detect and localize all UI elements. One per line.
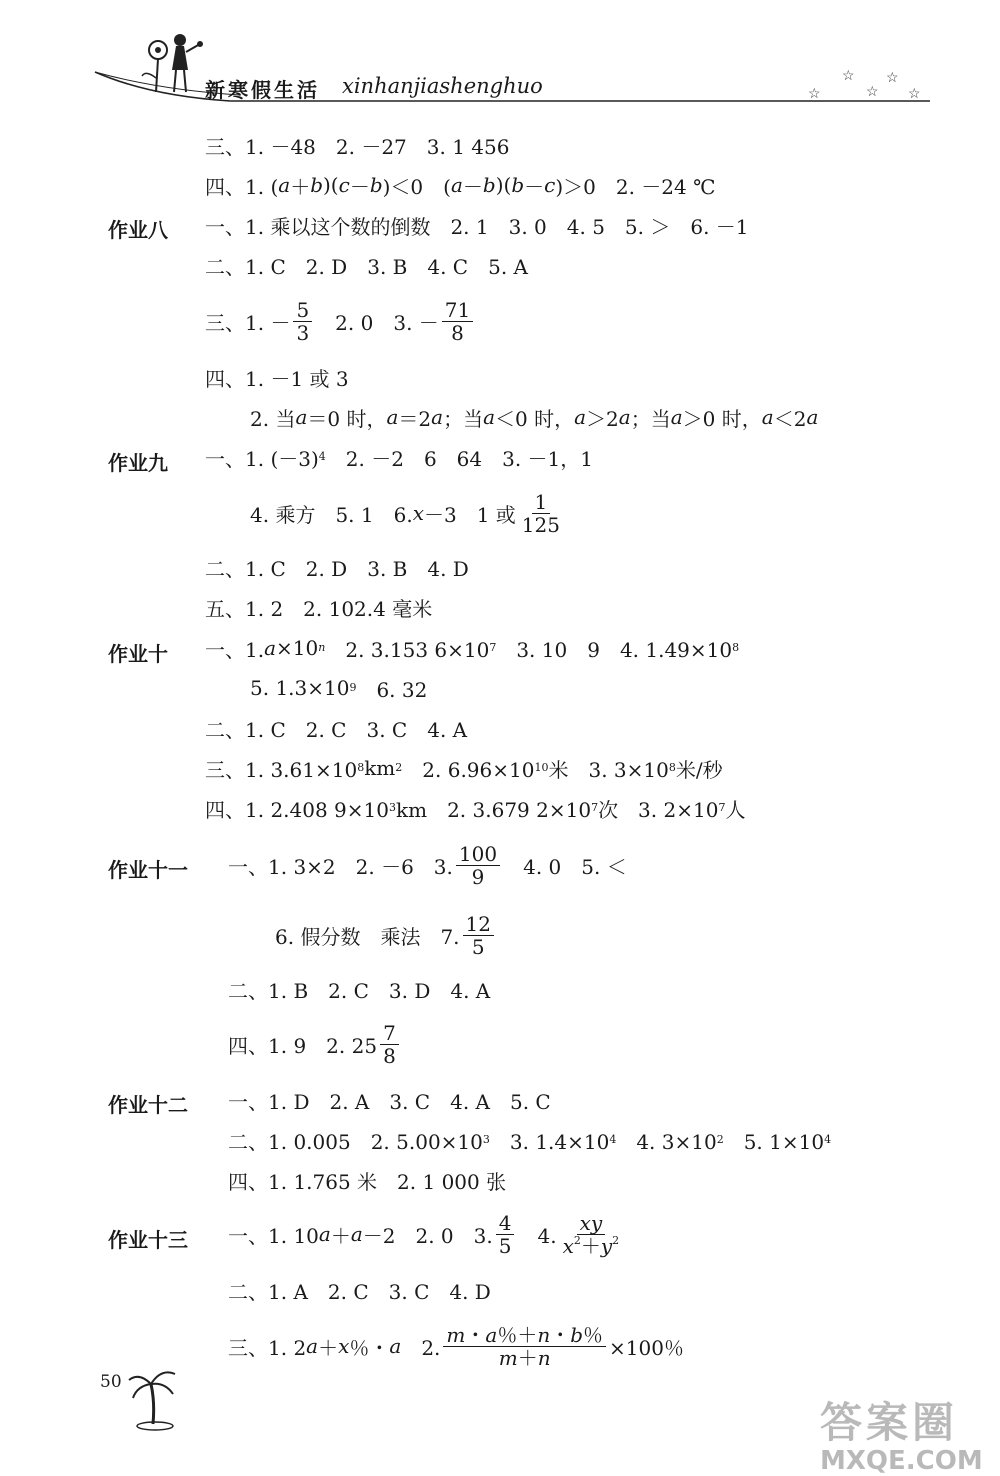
section-label: 作业十三 — [108, 1228, 188, 1252]
text: 5. 1.3×10 — [250, 676, 350, 700]
svg-text:☆: ☆ — [908, 86, 921, 102]
var: a — [806, 405, 819, 429]
text: 3. 10 9 4. 1.49×10 — [496, 637, 733, 662]
var: a — [389, 1334, 402, 1358]
text: ＜2 — [773, 406, 807, 431]
fraction — [456, 843, 500, 888]
answer-line: 三、1. 3.61×10 8 km 2 2. 6.96×10 10 米 3. 3×10 8 米/秒 — [205, 748, 723, 788]
text: km 2. 3.679 2×10 — [395, 797, 592, 822]
text: )＜0 ( — [382, 174, 451, 199]
fraction — [443, 1324, 606, 1369]
var: a — [350, 1222, 363, 1246]
page-number: 50 — [100, 1372, 122, 1392]
var: a — [618, 405, 631, 429]
answer-line — [250, 397, 818, 437]
denominator: 3 — [296, 320, 310, 345]
answer-line — [205, 708, 467, 748]
answer-text: 三、1. －48 2. －27 3. 1 456 — [205, 134, 510, 159]
var: n — [537, 1322, 551, 1347]
answer-text: 四、1. 1.765 米 2. 1 000 张 — [228, 1169, 507, 1194]
fraction — [519, 491, 563, 536]
text: ・ — [465, 1322, 486, 1347]
answer-text: 一、1. D 2. A 3. C 4. A 5. C — [228, 1089, 551, 1114]
var: a — [431, 405, 444, 429]
answer-line — [228, 1270, 491, 1310]
answer-line: 一、1. a ×10 n 2. 3.153 6×10 7 3. 10 9 4. 1.49×10 8 — [205, 628, 739, 668]
answer-line — [205, 165, 716, 205]
section-label: 作业九 — [108, 451, 168, 475]
var: a — [386, 405, 399, 429]
fraction — [380, 1022, 399, 1067]
answer-line — [205, 298, 476, 344]
text: 人 — [725, 797, 746, 822]
text: ＞0 时， — [682, 406, 762, 431]
answer-text: 一、1. 乘以这个数的倒数 2. 1 3. 0 4. 5 5. ＞ 6. －1 — [205, 214, 749, 239]
text: ＋ — [330, 1223, 351, 1248]
var: c — [338, 173, 350, 197]
text: ＋ — [318, 1335, 339, 1360]
header-pinyin: xinhanjiashenghuo — [342, 74, 543, 98]
var: c — [544, 173, 556, 197]
fraction — [560, 1212, 623, 1257]
fraction — [496, 1212, 515, 1257]
answer-line: 四、1. 2.408 9×10 3 km 2. 3.679 2×10 7 次 3. 2×10 7 人 — [205, 788, 745, 828]
denominator: 8 — [383, 1043, 396, 1068]
section-label: 作业十 — [108, 642, 168, 666]
text: 5. 1×10 — [723, 1129, 825, 1154]
fraction — [463, 913, 494, 958]
text: ・ — [550, 1322, 571, 1347]
text: 二、1. 0.005 2. 5.00×10 — [228, 1129, 483, 1154]
text: － — [349, 174, 370, 199]
text: － — [524, 174, 545, 199]
text: 一、1. (－3) — [205, 446, 319, 471]
answer-line — [250, 490, 566, 536]
var: m — [446, 1322, 466, 1347]
var: a — [670, 405, 683, 429]
svg-text:☆: ☆ — [886, 70, 899, 86]
answer-line — [228, 1020, 402, 1068]
text: －3 1 或 — [423, 502, 516, 527]
text: 4. 3×10 — [616, 1129, 717, 1154]
text: 2. — [401, 1335, 441, 1360]
text: 2. 6.96×10 — [402, 757, 535, 782]
answer-line — [205, 357, 349, 397]
svg-text:☆: ☆ — [866, 84, 879, 100]
text: 6. 32 — [356, 677, 428, 702]
text: 4. 乘方 5. 1 6. — [250, 502, 413, 527]
numerator: xy — [577, 1212, 606, 1235]
text: ；当 — [443, 406, 484, 431]
answer-line — [228, 1080, 551, 1120]
var: a — [450, 173, 463, 197]
answer-line — [205, 547, 469, 587]
text: 三、1. 2 — [228, 1335, 307, 1360]
text: ＜0 时， — [495, 406, 575, 431]
answer-text: 二、1. C 2. C 3. C 4. A — [205, 717, 468, 742]
var: x — [338, 1334, 350, 1358]
text: )( — [495, 173, 512, 197]
watermark-logo: 答案圈 — [820, 1398, 959, 1447]
var: a — [485, 1322, 498, 1347]
text: 2. 0 3. － — [315, 310, 439, 335]
fraction — [442, 299, 473, 344]
var: a — [574, 405, 587, 429]
numerator: 5 — [293, 299, 312, 322]
var: b — [369, 173, 383, 197]
var: a — [306, 1334, 319, 1358]
var: a — [318, 1222, 331, 1246]
svg-text:☆: ☆ — [842, 68, 855, 84]
var: b — [570, 1322, 584, 1347]
text: 米 3. 3×10 — [548, 757, 669, 782]
answer-text: 四、1. －1 或 3 — [205, 366, 349, 391]
header-decoration-icon — [0, 0, 1000, 120]
answer-line: 5. 1.3×10 9 6. 32 — [250, 668, 427, 708]
denominator: 5 — [498, 1233, 512, 1258]
answer-text: 二、1. B 2. C 3. D 4. A — [228, 978, 491, 1003]
var: b — [310, 173, 323, 197]
page-header — [0, 0, 1000, 120]
numerator: 1 — [532, 491, 551, 514]
var: a — [278, 173, 291, 197]
text: 3. 1.4×10 — [489, 1129, 610, 1154]
text: 一、1. 3×2 2. －6 3. — [228, 854, 453, 879]
text: 4. 0 5. ＜ — [503, 854, 627, 879]
section-label: 作业八 — [108, 218, 168, 242]
answer-line: 二、1. 0.005 2. 5.00×10 3 3. 1.4×10 4 4. 3×10 2 5. 1×10 4 — [228, 1120, 831, 1160]
text: 四、1. 2.408 9×10 — [205, 797, 389, 822]
denominator: 9 — [471, 864, 485, 889]
text: 6. 假分数 乘法 7. — [275, 924, 460, 949]
var: a — [483, 405, 496, 429]
denominator — [496, 1347, 554, 1369]
answer-line — [205, 587, 432, 627]
text: 一、1. — [205, 637, 265, 662]
text: 4. — [517, 1223, 557, 1248]
section-label: 作业十一 — [108, 858, 188, 882]
denominator: 8 — [451, 320, 464, 345]
text: 米/秒 — [675, 757, 723, 782]
text: )＞0 2. －24 ℃ — [555, 174, 716, 199]
text: ％ — [583, 1322, 604, 1347]
answer-line — [205, 245, 528, 285]
var: n — [537, 1345, 551, 1370]
text: ％・ — [349, 1335, 390, 1360]
text: 2. 3.153 6×10 — [325, 637, 490, 662]
answer-text: 二、1. C 2. D 3. B 4. C 5. A — [205, 254, 528, 279]
text: ×10 — [276, 636, 319, 660]
numerator: 100 — [456, 843, 500, 866]
var: a — [761, 405, 774, 429]
var: a — [264, 636, 277, 660]
text: km — [364, 756, 396, 780]
text: 三、1. 3.61×10 — [205, 757, 358, 782]
text: ＝2 — [398, 406, 432, 431]
answer-text: 五、1. 2 2. 102.4 毫米 — [205, 596, 433, 621]
text: 一、1. 10 — [228, 1223, 319, 1248]
text: )( — [323, 173, 339, 197]
var: b — [482, 173, 496, 197]
superscript: 2 — [573, 1233, 581, 1247]
answer-line — [228, 840, 627, 890]
text: 四、1. 9 2. 25 — [228, 1033, 378, 1058]
denominator: 125 — [521, 512, 560, 537]
text: ×100％ — [609, 1335, 684, 1360]
palm-tree-icon — [125, 1362, 185, 1432]
answer-line: 一、1. (－3) 4 2. －2 6 64 3. －1，1 — [205, 437, 593, 477]
text: － — [462, 174, 483, 199]
denominator — [560, 1235, 623, 1257]
watermark — [820, 1390, 983, 1476]
fraction — [293, 299, 312, 344]
numerator: 7 — [380, 1022, 399, 1045]
var: y — [600, 1233, 613, 1258]
superscript: 2 — [612, 1233, 620, 1247]
answer-text: 二、1. C 2. D 3. B 4. D — [205, 556, 469, 581]
numerator — [443, 1324, 606, 1347]
var: b — [511, 173, 525, 197]
answer-line — [275, 910, 497, 960]
text: ＋ — [290, 174, 311, 199]
answer-line — [228, 1160, 506, 1200]
answer-line — [205, 125, 509, 165]
text: 三、1. － — [205, 310, 291, 335]
numerator: 12 — [463, 913, 494, 936]
answer-line — [228, 969, 490, 1009]
text: ＋ — [580, 1233, 601, 1258]
svg-text:☆: ☆ — [808, 86, 821, 102]
text: ％＋ — [497, 1322, 538, 1347]
text: 2. －2 6 64 3. －1，1 — [325, 446, 594, 471]
answer-line — [228, 1208, 625, 1260]
header-title: 新寒假生活 — [205, 78, 320, 102]
text: ；当 — [630, 406, 671, 431]
var: m — [498, 1345, 518, 1370]
answer-text: 二、1. A 2. C 3. C 4. D — [228, 1279, 491, 1304]
var: x — [412, 501, 424, 525]
text: 四、1. ( — [205, 174, 279, 199]
var: x — [562, 1233, 574, 1258]
section-label: 作业十二 — [108, 1093, 188, 1117]
watermark-url: MXQE.COM — [820, 1446, 983, 1476]
numerator: 71 — [442, 299, 473, 322]
numerator: 4 — [496, 1212, 515, 1235]
text: 2. 当 — [250, 406, 296, 431]
var: a — [295, 405, 308, 429]
answer-line — [228, 1320, 684, 1372]
answer-line — [205, 205, 749, 245]
denominator: 5 — [471, 934, 485, 959]
text: －2 2. 0 3. — [362, 1223, 493, 1248]
text: ＞2 — [586, 406, 619, 431]
text: ＝0 时， — [307, 406, 387, 431]
text: 次 3. 2×10 — [598, 797, 719, 822]
text: ＋ — [517, 1345, 538, 1370]
